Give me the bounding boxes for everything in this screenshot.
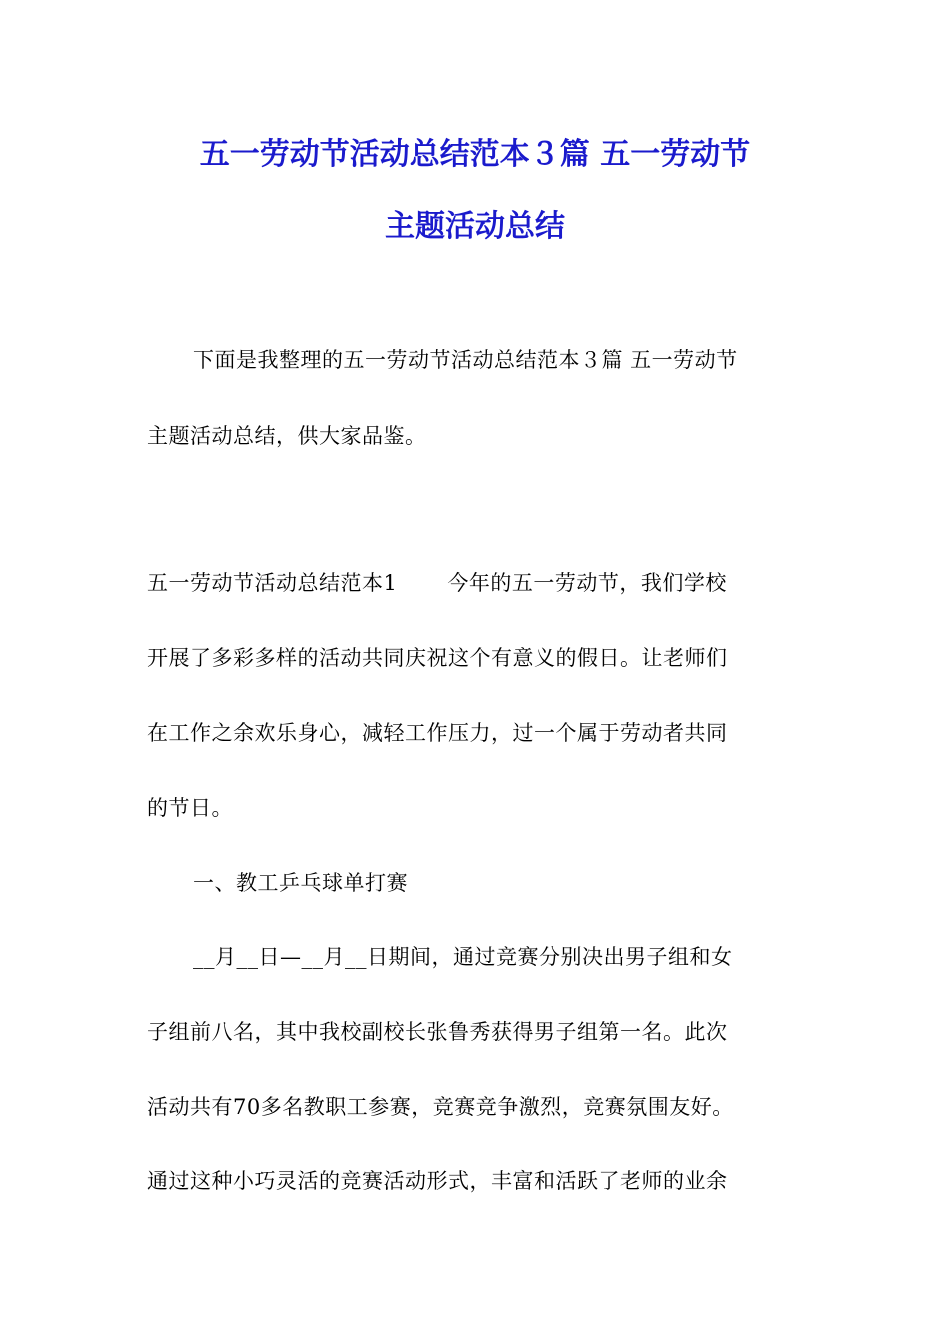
section1-line-4: 的节日。: [147, 796, 233, 820]
section1-line1-text: 今年的五一劳动节，我们学校: [447, 571, 727, 595]
section1-line-3: 在工作之余欢乐身心，减轻工作压力，过一个属于劳动者共同: [147, 721, 728, 745]
intro-line-2: 主题活动总结，供大家品鉴。: [147, 424, 427, 448]
intro-line-1: 下面是我整理的五一劳动节活动总结范本３篇 五一劳动节: [193, 348, 738, 372]
section1-line-2: 开展了多彩多样的活动共同庆祝这个有意义的假日。让老师们: [147, 646, 728, 670]
section1-first-line: [147, 568, 727, 598]
item1-line-2: 子组前八名，其中我校副校长张鲁秀获得男子组第一名。此次: [147, 1020, 728, 1044]
item1-line-4: 通过这种小巧灵活的竞赛活动形式，丰富和活跃了老师的业余: [147, 1169, 728, 1193]
item1-line-1: __月__日—__月__日期间，通过竞赛分别决出男子组和女: [193, 945, 733, 969]
item1-heading: 一、教工乒乓球单打赛: [193, 871, 408, 895]
document-title-line-2: 主题活动总结: [385, 209, 565, 244]
section1-heading: 五一劳动节活动总结范本1: [147, 571, 398, 595]
document-title-line-1: 五一劳动节活动总结范本３篇 五一劳动节: [199, 137, 751, 172]
item1-line-3: 活动共有70多名教职工参赛，竞赛竞争激烈，竞赛氛围友好。: [147, 1095, 734, 1119]
